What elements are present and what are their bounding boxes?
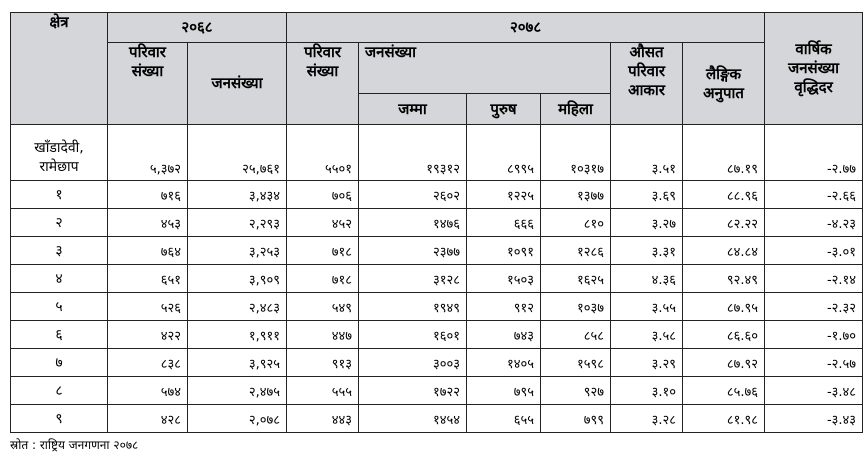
header-population-2068: जनसंख्या [188, 43, 287, 125]
female-cell: १०३१७ [541, 125, 611, 181]
growth-rate-cell: -३.०१ [765, 237, 863, 265]
table-row [11, 349, 863, 377]
avg-household-size-cell: ३.५८ [611, 321, 683, 349]
population-2068-cell: ३,२५३ [188, 237, 287, 265]
female-cell: ८५८ [541, 321, 611, 349]
households-2078-cell: ७१८ [287, 265, 359, 293]
population-2068-cell: १,९११ [188, 321, 287, 349]
total-cell: १४५४ [359, 405, 467, 433]
population-table-container [10, 12, 862, 453]
area-cell: ६ [11, 321, 108, 349]
population-2068-cell: २,२९३ [188, 209, 287, 237]
male-cell: १२२५ [467, 181, 541, 209]
population-2068-cell: २५,७६१ [188, 125, 287, 181]
population-2068-cell: ३,४३४ [188, 181, 287, 209]
female-cell: ७९९ [541, 405, 611, 433]
households-2078-cell: ४४३ [287, 405, 359, 433]
total-cell: २३७७ [359, 237, 467, 265]
total-cell: १४७६ [359, 209, 467, 237]
sex-ratio-cell: ८७.९२ [683, 349, 765, 377]
households-2068-cell: ५२६ [108, 293, 188, 321]
population-2068-cell: २,४८३ [188, 293, 287, 321]
table-row [11, 265, 863, 293]
population-2068-cell: ३,९२५ [188, 349, 287, 377]
sex-ratio-cell: ८२.२२ [683, 209, 765, 237]
total-cell: २६०२ [359, 181, 467, 209]
male-cell: ६६६ [467, 209, 541, 237]
header-sex-ratio: लैङ्गिक अनुपात [683, 43, 765, 125]
sex-ratio-cell: ८५.७६ [683, 377, 765, 405]
households-2078-cell: ७१८ [287, 237, 359, 265]
households-2068-cell: ४२२ [108, 321, 188, 349]
avg-household-size-cell: ३.२७ [611, 209, 683, 237]
female-cell: १६२५ [541, 265, 611, 293]
growth-rate-cell: -३.४३ [765, 405, 863, 433]
male-cell: ९१२ [467, 293, 541, 321]
growth-rate-cell: -२.१४ [765, 265, 863, 293]
area-cell: ५ [11, 293, 108, 321]
growth-rate-cell: -२.५७ [765, 349, 863, 377]
header-avg-household-size: औसत परिवार आकार [611, 43, 683, 125]
male-cell: १४०५ [467, 349, 541, 377]
households-2078-cell: ४५२ [287, 209, 359, 237]
area-cell: ७ [11, 349, 108, 377]
total-cell: ३००३ [359, 349, 467, 377]
households-2078-cell: ९१३ [287, 349, 359, 377]
male-cell: ७९५ [467, 377, 541, 405]
area-cell: २ [11, 209, 108, 237]
female-cell: ८१० [541, 209, 611, 237]
male-cell: ७४३ [467, 321, 541, 349]
table-row [11, 125, 863, 181]
area-cell: ९ [11, 405, 108, 433]
female-cell: ९२७ [541, 377, 611, 405]
female-cell: १३७७ [541, 181, 611, 209]
sex-ratio-cell: ८१.९८ [683, 405, 765, 433]
households-2078-cell: ५४९ [287, 293, 359, 321]
growth-rate-cell: -४.२३ [765, 209, 863, 237]
population-2068-cell: २,४७५ [188, 377, 287, 405]
header-total: जम्मा [359, 94, 467, 125]
avg-household-size-cell: ३.५५ [611, 293, 683, 321]
avg-household-size-cell: ३.६९ [611, 181, 683, 209]
table-row [11, 181, 863, 209]
table-row [11, 293, 863, 321]
female-cell: १५९८ [541, 349, 611, 377]
population-table [10, 12, 863, 433]
households-2078-cell: ७०६ [287, 181, 359, 209]
table-body [11, 125, 863, 433]
female-cell: १०३७ [541, 293, 611, 321]
table-row [11, 321, 863, 349]
avg-household-size-cell: ३.५१ [611, 125, 683, 181]
header-area: क्षेत्र [11, 13, 108, 125]
growth-rate-cell: -१.७० [765, 321, 863, 349]
growth-rate-cell: -२.६६ [765, 181, 863, 209]
sex-ratio-cell: ९२.४९ [683, 265, 765, 293]
area-cell: ४ [11, 265, 108, 293]
source-note: स्रोत : राष्ट्रिय जनगणना २०७८ [10, 438, 139, 452]
total-cell: १९३१२ [359, 125, 467, 181]
avg-household-size-cell: ३.३१ [611, 237, 683, 265]
header-annual-growth-rate: वार्षिक जनसंख्या वृद्धिदर [765, 13, 863, 125]
table-row [11, 405, 863, 433]
households-2068-cell: ४५३ [108, 209, 188, 237]
households-2078-cell: ५५०१ [287, 125, 359, 181]
male-cell: ६५५ [467, 405, 541, 433]
male-cell: १५०३ [467, 265, 541, 293]
households-2068-cell: ७६४ [108, 237, 188, 265]
male-cell: १०९१ [467, 237, 541, 265]
growth-rate-cell: -३.४८ [765, 377, 863, 405]
avg-household-size-cell: ३.१० [611, 377, 683, 405]
total-cell: १९४९ [359, 293, 467, 321]
female-cell: १२८६ [541, 237, 611, 265]
area-cell: ३ [11, 237, 108, 265]
male-cell: ८९९५ [467, 125, 541, 181]
total-cell: ३१२८ [359, 265, 467, 293]
households-2068-cell: ७१६ [108, 181, 188, 209]
table-row [11, 237, 863, 265]
area-cell: ८ [11, 377, 108, 405]
growth-rate-cell: -२.३२ [765, 293, 863, 321]
header-households-2068: परिवार संख्या [108, 43, 188, 125]
header-male: पुरुष [467, 94, 541, 125]
area-cell: खाँडादेवी, रामेछाप [11, 125, 108, 181]
header-households-2078: परिवार संख्या [287, 43, 359, 125]
table-row [11, 209, 863, 237]
total-cell: १७२२ [359, 377, 467, 405]
households-2068-cell: ६५१ [108, 265, 188, 293]
households-2078-cell: ४४७ [287, 321, 359, 349]
households-2068-cell: ५७४ [108, 377, 188, 405]
sex-ratio-cell: ८४.८४ [683, 237, 765, 265]
sex-ratio-cell: ८७.१९ [683, 125, 765, 181]
growth-rate-cell: -२.७७ [765, 125, 863, 181]
population-2068-cell: २,०७८ [188, 405, 287, 433]
households-2068-cell: ८३८ [108, 349, 188, 377]
households-2068-cell: ४२८ [108, 405, 188, 433]
population-2068-cell: ३,९०९ [188, 265, 287, 293]
households-2068-cell: ५,३७२ [108, 125, 188, 181]
total-cell: १६०१ [359, 321, 467, 349]
area-cell: १ [11, 181, 108, 209]
header-year-2078: २०७८ [287, 13, 765, 43]
avg-household-size-cell: ३.२९ [611, 349, 683, 377]
table-row [11, 377, 863, 405]
header-female: महिला [541, 94, 611, 125]
avg-household-size-cell: ४.३६ [611, 265, 683, 293]
avg-household-size-cell: ३.२८ [611, 405, 683, 433]
sex-ratio-cell: ८७.९५ [683, 293, 765, 321]
sex-ratio-cell: ८८.९६ [683, 181, 765, 209]
households-2078-cell: ५५५ [287, 377, 359, 405]
header-year-2068: २०६८ [108, 13, 287, 43]
sex-ratio-cell: ८६.६० [683, 321, 765, 349]
header-population-2078: जनसंख्या [359, 43, 611, 94]
